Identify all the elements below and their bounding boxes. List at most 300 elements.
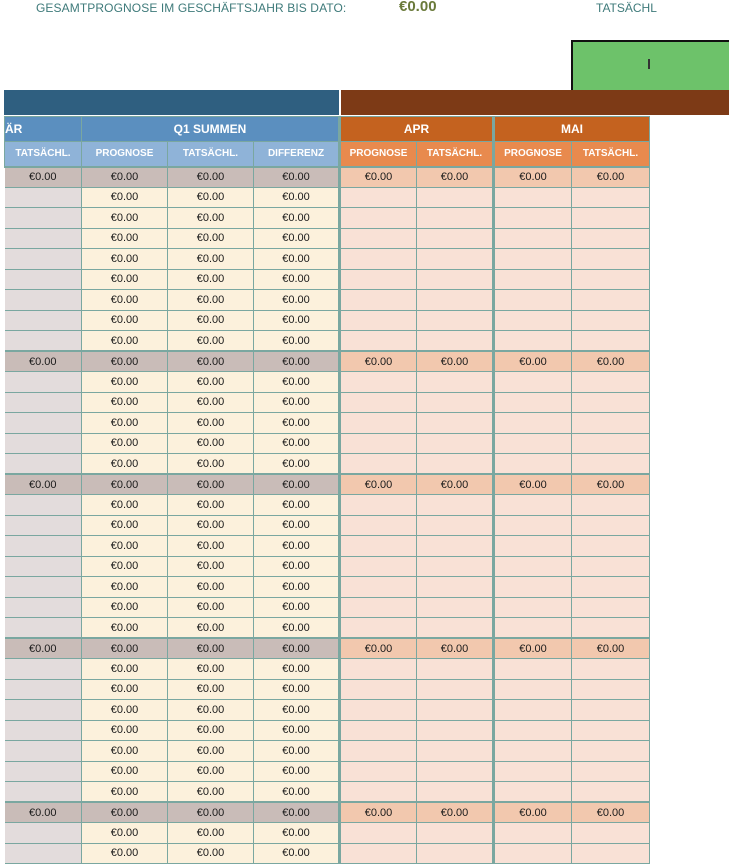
q1-diff-cell[interactable]: €0.00	[254, 536, 340, 557]
mai-forecast-cell[interactable]	[494, 679, 572, 700]
mai-forecast-cell[interactable]	[494, 577, 572, 598]
mai-forecast-cell[interactable]	[494, 597, 572, 618]
apr-forecast-cell[interactable]	[340, 597, 417, 618]
mai-actual-cell[interactable]	[572, 597, 650, 618]
apr-forecast-cell[interactable]	[340, 618, 417, 639]
q1-diff-cell[interactable]: €0.00	[254, 700, 340, 721]
detail-row	[5, 515, 650, 536]
apr-forecast-cell[interactable]	[340, 433, 417, 454]
q1-diff-cell[interactable]: €0.00	[254, 577, 340, 598]
prev-actual-cell[interactable]	[5, 433, 82, 454]
mai-forecast-cell[interactable]	[494, 433, 572, 454]
apr-forecast-cell[interactable]	[340, 413, 417, 434]
apr-forecast-cell[interactable]	[340, 249, 417, 270]
q1-diff-cell[interactable]: €0.00	[254, 269, 340, 290]
q1-diff-cell[interactable]: €0.00	[254, 474, 340, 495]
q1-forecast-cell[interactable]: €0.00	[82, 474, 168, 495]
prev-actual-cell[interactable]	[5, 741, 82, 762]
prev-actual-cell[interactable]	[5, 536, 82, 557]
apr-actual-cell[interactable]	[417, 269, 494, 290]
detail-row	[5, 249, 650, 270]
mai-forecast-cell[interactable]	[494, 228, 572, 249]
mai-forecast-cell[interactable]	[494, 618, 572, 639]
mai-actual-cell[interactable]	[572, 187, 650, 208]
q1-actual-cell[interactable]: €0.00	[168, 700, 254, 721]
q1-forecast-cell[interactable]: €0.00	[82, 761, 168, 782]
q1-forecast-cell[interactable]: €0.00	[82, 638, 168, 659]
apr-forecast-cell[interactable]	[340, 679, 417, 700]
apr-forecast-cell[interactable]: €0.00	[340, 802, 417, 823]
mai-forecast-cell[interactable]	[494, 556, 572, 577]
apr-forecast-cell[interactable]	[340, 577, 417, 598]
apr-forecast-cell[interactable]	[340, 290, 417, 311]
q1-forecast-cell[interactable]: €0.00	[82, 269, 168, 290]
apr-actual-cell[interactable]: €0.00	[417, 167, 494, 188]
col-apr-actual: TATSÄCHL.	[417, 142, 494, 167]
mai-forecast-cell[interactable]	[494, 741, 572, 762]
mai-actual-cell[interactable]	[572, 249, 650, 270]
prev-actual-cell[interactable]	[5, 577, 82, 598]
mai-actual-cell[interactable]	[572, 761, 650, 782]
apr-actual-cell[interactable]	[417, 228, 494, 249]
detail-row	[5, 310, 650, 331]
mai-actual-cell[interactable]	[572, 782, 650, 803]
q1-diff-cell[interactable]: €0.00	[254, 454, 340, 475]
apr-actual-cell[interactable]	[417, 208, 494, 229]
detail-row	[5, 618, 650, 639]
group-header-q1: Q1 SUMMEN	[82, 117, 340, 142]
detail-row	[5, 700, 650, 721]
mai-forecast-cell[interactable]: €0.00	[494, 638, 572, 659]
apr-actual-cell[interactable]	[417, 577, 494, 598]
q1-actual-cell[interactable]: €0.00	[168, 823, 254, 844]
q1-forecast-cell[interactable]: €0.00	[82, 597, 168, 618]
q1-diff-cell[interactable]: €0.00	[254, 618, 340, 639]
q1-forecast-cell[interactable]: €0.00	[82, 228, 168, 249]
q1-forecast-cell[interactable]: €0.00	[82, 720, 168, 741]
prev-actual-cell[interactable]	[5, 413, 82, 434]
apr-actual-cell[interactable]	[417, 597, 494, 618]
summary-row	[5, 351, 650, 372]
prev-actual-cell[interactable]	[5, 700, 82, 721]
apr-forecast-cell[interactable]	[340, 700, 417, 721]
detail-row	[5, 495, 650, 516]
q1-actual-cell[interactable]: €0.00	[168, 392, 254, 413]
forecast-value: €0.00	[399, 0, 437, 15]
q1-actual-cell[interactable]: €0.00	[168, 536, 254, 557]
prev-actual-cell[interactable]	[5, 269, 82, 290]
mai-actual-cell[interactable]	[572, 331, 650, 352]
mai-actual-cell[interactable]	[572, 843, 650, 864]
prev-actual-cell[interactable]	[5, 823, 82, 844]
q1-forecast-cell[interactable]: €0.00	[82, 310, 168, 331]
mai-actual-cell[interactable]	[572, 495, 650, 516]
q1-diff-cell[interactable]: €0.00	[254, 433, 340, 454]
q1-actual-cell[interactable]: €0.00	[168, 310, 254, 331]
q1-actual-cell[interactable]: €0.00	[168, 454, 254, 475]
apr-actual-cell[interactable]	[417, 556, 494, 577]
q1-actual-cell[interactable]: €0.00	[168, 515, 254, 536]
mai-actual-cell[interactable]	[572, 700, 650, 721]
apr-forecast-cell[interactable]: €0.00	[340, 351, 417, 372]
q1-diff-cell[interactable]: €0.00	[254, 208, 340, 229]
apr-forecast-cell[interactable]	[340, 269, 417, 290]
prev-actual-cell[interactable]	[5, 208, 82, 229]
detail-row	[5, 556, 650, 577]
apr-actual-cell[interactable]	[417, 720, 494, 741]
q1-diff-cell[interactable]: €0.00	[254, 187, 340, 208]
q1-actual-cell[interactable]: €0.00	[168, 331, 254, 352]
q1-forecast-cell[interactable]: €0.00	[82, 577, 168, 598]
apr-forecast-cell[interactable]: €0.00	[340, 474, 417, 495]
q1-diff-cell[interactable]: €0.00	[254, 331, 340, 352]
mai-actual-cell[interactable]	[572, 208, 650, 229]
prev-actual-cell[interactable]: €0.00	[5, 351, 82, 372]
mai-forecast-cell[interactable]	[494, 536, 572, 557]
mai-actual-cell[interactable]	[572, 618, 650, 639]
q1-diff-cell[interactable]: €0.00	[254, 679, 340, 700]
apr-actual-cell[interactable]: €0.00	[417, 351, 494, 372]
q1-actual-cell[interactable]: €0.00	[168, 556, 254, 577]
apr-actual-cell[interactable]	[417, 618, 494, 639]
q1-forecast-cell[interactable]: €0.00	[82, 495, 168, 516]
apr-forecast-cell[interactable]	[340, 761, 417, 782]
mai-forecast-cell[interactable]	[494, 761, 572, 782]
apr-actual-cell[interactable]	[417, 249, 494, 270]
apr-forecast-cell[interactable]	[340, 720, 417, 741]
prev-actual-cell[interactable]: €0.00	[5, 167, 82, 188]
prev-actual-cell[interactable]	[5, 249, 82, 270]
apr-actual-cell[interactable]	[417, 782, 494, 803]
mai-forecast-cell[interactable]	[494, 823, 572, 844]
status-indicator-box[interactable]	[571, 40, 729, 91]
apr-actual-cell[interactable]	[417, 290, 494, 311]
apr-actual-cell[interactable]: €0.00	[417, 802, 494, 823]
apr-actual-cell[interactable]	[417, 741, 494, 762]
mai-actual-cell[interactable]	[572, 433, 650, 454]
detail-row	[5, 659, 650, 680]
budget-table	[4, 116, 650, 864]
q1-diff-cell[interactable]: €0.00	[254, 741, 340, 762]
mai-actual-cell[interactable]	[572, 577, 650, 598]
apr-forecast-cell[interactable]	[340, 310, 417, 331]
q1-actual-cell[interactable]: €0.00	[168, 351, 254, 372]
q1-forecast-cell[interactable]: €0.00	[82, 556, 168, 577]
mai-actual-cell[interactable]	[572, 454, 650, 475]
mai-actual-cell[interactable]	[572, 392, 650, 413]
q1-actual-cell[interactable]: €0.00	[168, 187, 254, 208]
col-mai-actual: TATSÄCHL.	[572, 142, 650, 167]
q1-forecast-cell[interactable]: €0.00	[82, 802, 168, 823]
apr-forecast-cell[interactable]	[340, 208, 417, 229]
q1-actual-cell[interactable]: €0.00	[168, 597, 254, 618]
q1-actual-cell[interactable]: €0.00	[168, 638, 254, 659]
mai-actual-cell[interactable]: €0.00	[572, 802, 650, 823]
q1-actual-cell[interactable]: €0.00	[168, 167, 254, 188]
mai-actual-cell[interactable]	[572, 536, 650, 557]
apr-forecast-cell[interactable]	[340, 823, 417, 844]
q1-forecast-cell[interactable]: €0.00	[82, 413, 168, 434]
apr-forecast-cell[interactable]: €0.00	[340, 638, 417, 659]
prev-actual-cell[interactable]	[5, 782, 82, 803]
q1-forecast-cell[interactable]: €0.00	[82, 351, 168, 372]
q1-diff-cell[interactable]: €0.00	[254, 228, 340, 249]
apr-forecast-cell[interactable]	[340, 331, 417, 352]
q1-actual-cell[interactable]: €0.00	[168, 761, 254, 782]
q1-actual-cell[interactable]: €0.00	[168, 659, 254, 680]
mai-forecast-cell[interactable]	[494, 392, 572, 413]
apr-actual-cell[interactable]	[417, 495, 494, 516]
prev-actual-cell[interactable]	[5, 331, 82, 352]
prev-actual-cell[interactable]	[5, 679, 82, 700]
grid-body	[5, 167, 650, 864]
mai-actual-cell[interactable]	[572, 515, 650, 536]
detail-row	[5, 454, 650, 475]
q1-diff-cell[interactable]: €0.00	[254, 372, 340, 393]
q1-diff-cell[interactable]: €0.00	[254, 290, 340, 311]
q1-diff-cell[interactable]: €0.00	[254, 351, 340, 372]
mai-actual-cell[interactable]	[572, 659, 650, 680]
apr-forecast-cell[interactable]	[340, 392, 417, 413]
mai-actual-cell[interactable]	[572, 269, 650, 290]
apr-actual-cell[interactable]	[417, 331, 494, 352]
prev-actual-cell[interactable]	[5, 392, 82, 413]
prev-actual-cell[interactable]	[5, 659, 82, 680]
mai-actual-cell[interactable]: €0.00	[572, 167, 650, 188]
mai-forecast-cell[interactable]	[494, 310, 572, 331]
q1-actual-cell[interactable]: €0.00	[168, 208, 254, 229]
q1-actual-cell[interactable]: €0.00	[168, 782, 254, 803]
apr-actual-cell[interactable]	[417, 515, 494, 536]
q1-actual-cell[interactable]: €0.00	[168, 474, 254, 495]
q1-forecast-cell[interactable]: €0.00	[82, 249, 168, 270]
q1-actual-cell[interactable]: €0.00	[168, 720, 254, 741]
q1-actual-cell[interactable]: €0.00	[168, 269, 254, 290]
apr-actual-cell[interactable]	[417, 433, 494, 454]
q1-diff-cell[interactable]: €0.00	[254, 823, 340, 844]
apr-forecast-cell[interactable]	[340, 782, 417, 803]
q1-forecast-cell[interactable]: €0.00	[82, 187, 168, 208]
mai-actual-cell[interactable]	[572, 823, 650, 844]
summary-row	[5, 638, 650, 659]
mai-actual-cell[interactable]	[572, 228, 650, 249]
group-header-apr: APR	[340, 117, 494, 142]
q1-forecast-cell[interactable]: €0.00	[82, 741, 168, 762]
q1-actual-cell[interactable]: €0.00	[168, 802, 254, 823]
apr-actual-cell[interactable]	[417, 536, 494, 557]
mai-forecast-cell[interactable]	[494, 372, 572, 393]
q1-forecast-cell[interactable]: €0.00	[82, 392, 168, 413]
apr-actual-cell[interactable]	[417, 679, 494, 700]
mai-actual-cell[interactable]	[572, 679, 650, 700]
prev-actual-cell[interactable]: €0.00	[5, 802, 82, 823]
apr-actual-cell[interactable]	[417, 454, 494, 475]
q1-forecast-cell[interactable]: €0.00	[82, 167, 168, 188]
apr-actual-cell[interactable]	[417, 372, 494, 393]
q1-forecast-cell[interactable]: €0.00	[82, 618, 168, 639]
q1-forecast-cell[interactable]: €0.00	[82, 290, 168, 311]
q1-diff-cell[interactable]: €0.00	[254, 761, 340, 782]
mai-forecast-cell[interactable]: €0.00	[494, 167, 572, 188]
apr-forecast-cell[interactable]	[340, 454, 417, 475]
mai-forecast-cell[interactable]: €0.00	[494, 351, 572, 372]
q1-forecast-cell[interactable]: €0.00	[82, 515, 168, 536]
prev-actual-cell[interactable]	[5, 187, 82, 208]
mai-forecast-cell[interactable]	[494, 659, 572, 680]
actual-label: TATSÄCHL	[596, 1, 657, 15]
mai-forecast-cell[interactable]	[494, 495, 572, 516]
q1-diff-cell[interactable]: €0.00	[254, 515, 340, 536]
q1-forecast-cell[interactable]: €0.00	[82, 679, 168, 700]
q1-forecast-cell[interactable]: €0.00	[82, 433, 168, 454]
detail-row	[5, 782, 650, 803]
mai-actual-cell[interactable]	[572, 741, 650, 762]
q1-actual-cell[interactable]: €0.00	[168, 433, 254, 454]
prev-actual-cell[interactable]	[5, 372, 82, 393]
prev-actual-cell[interactable]	[5, 843, 82, 864]
q1-diff-cell[interactable]: €0.00	[254, 802, 340, 823]
q1-actual-cell[interactable]: €0.00	[168, 495, 254, 516]
q1-actual-cell[interactable]: €0.00	[168, 249, 254, 270]
q1-diff-cell[interactable]: €0.00	[254, 556, 340, 577]
apr-actual-cell[interactable]	[417, 843, 494, 864]
apr-actual-cell[interactable]	[417, 310, 494, 331]
detail-row	[5, 331, 650, 352]
mai-forecast-cell[interactable]	[494, 843, 572, 864]
q1-forecast-cell[interactable]: €0.00	[82, 536, 168, 557]
mai-actual-cell[interactable]	[572, 556, 650, 577]
apr-forecast-cell[interactable]	[340, 843, 417, 864]
q1-forecast-cell[interactable]: €0.00	[82, 331, 168, 352]
mai-forecast-cell[interactable]	[494, 269, 572, 290]
mai-forecast-cell[interactable]	[494, 720, 572, 741]
cell-marker-icon	[648, 59, 650, 69]
q1-diff-cell[interactable]: €0.00	[254, 413, 340, 434]
q1-diff-cell[interactable]: €0.00	[254, 249, 340, 270]
q1-forecast-cell[interactable]: €0.00	[82, 208, 168, 229]
q1-actual-cell[interactable]: €0.00	[168, 290, 254, 311]
prev-actual-cell[interactable]	[5, 556, 82, 577]
q1-diff-cell[interactable]: €0.00	[254, 495, 340, 516]
q1-forecast-cell[interactable]: €0.00	[82, 454, 168, 475]
col-apr-forecast: PROGNOSE	[340, 142, 417, 167]
q1-diff-cell[interactable]: €0.00	[254, 638, 340, 659]
mai-forecast-cell[interactable]	[494, 700, 572, 721]
q1-forecast-cell[interactable]: €0.00	[82, 700, 168, 721]
apr-actual-cell[interactable]	[417, 392, 494, 413]
q1-diff-cell[interactable]: €0.00	[254, 782, 340, 803]
mai-forecast-cell[interactable]	[494, 249, 572, 270]
q1-diff-cell[interactable]: €0.00	[254, 167, 340, 188]
mai-forecast-cell[interactable]	[494, 208, 572, 229]
prev-actual-cell[interactable]	[5, 720, 82, 741]
prev-actual-cell[interactable]: €0.00	[5, 474, 82, 495]
mai-actual-cell[interactable]	[572, 720, 650, 741]
prev-actual-cell[interactable]	[5, 597, 82, 618]
prev-actual-cell[interactable]	[5, 228, 82, 249]
apr-actual-cell[interactable]	[417, 761, 494, 782]
apr-forecast-cell[interactable]	[340, 536, 417, 557]
apr-actual-cell[interactable]	[417, 700, 494, 721]
q1-actual-cell[interactable]: €0.00	[168, 618, 254, 639]
apr-actual-cell[interactable]	[417, 659, 494, 680]
mai-forecast-cell[interactable]	[494, 782, 572, 803]
mai-actual-cell[interactable]: €0.00	[572, 351, 650, 372]
mai-forecast-cell[interactable]	[494, 454, 572, 475]
mai-forecast-cell[interactable]	[494, 331, 572, 352]
q1-actual-cell[interactable]: €0.00	[168, 741, 254, 762]
prev-actual-cell[interactable]	[5, 515, 82, 536]
q1-diff-cell[interactable]: €0.00	[254, 310, 340, 331]
prev-actual-cell[interactable]: €0.00	[5, 638, 82, 659]
detail-row	[5, 536, 650, 557]
mai-forecast-cell[interactable]	[494, 413, 572, 434]
apr-actual-cell[interactable]	[417, 413, 494, 434]
apr-forecast-cell[interactable]	[340, 515, 417, 536]
q1-actual-cell[interactable]: €0.00	[168, 372, 254, 393]
q1-actual-cell[interactable]: €0.00	[168, 577, 254, 598]
mai-actual-cell[interactable]	[572, 290, 650, 311]
mai-forecast-cell[interactable]	[494, 187, 572, 208]
apr-actual-cell[interactable]	[417, 187, 494, 208]
apr-forecast-cell[interactable]: €0.00	[340, 167, 417, 188]
apr-forecast-cell[interactable]	[340, 659, 417, 680]
apr-forecast-cell[interactable]	[340, 372, 417, 393]
apr-forecast-cell[interactable]	[340, 228, 417, 249]
apr-forecast-cell[interactable]	[340, 741, 417, 762]
q1-diff-cell[interactable]: €0.00	[254, 843, 340, 864]
q1-actual-cell[interactable]: €0.00	[168, 843, 254, 864]
mai-forecast-cell[interactable]: €0.00	[494, 474, 572, 495]
apr-actual-cell[interactable]: €0.00	[417, 474, 494, 495]
q1-diff-cell[interactable]: €0.00	[254, 659, 340, 680]
q1-diff-cell[interactable]: €0.00	[254, 597, 340, 618]
mai-actual-cell[interactable]	[572, 310, 650, 331]
prev-actual-cell[interactable]	[5, 761, 82, 782]
col-prev-actual: TATSÄCHL.	[5, 142, 82, 167]
apr-actual-cell[interactable]	[417, 823, 494, 844]
apr-forecast-cell[interactable]	[340, 556, 417, 577]
apr-forecast-cell[interactable]	[340, 495, 417, 516]
prev-actual-cell[interactable]	[5, 618, 82, 639]
q1-actual-cell[interactable]: €0.00	[168, 413, 254, 434]
q1-forecast-cell[interactable]: €0.00	[82, 823, 168, 844]
prev-actual-cell[interactable]	[5, 495, 82, 516]
mai-forecast-cell[interactable]	[494, 515, 572, 536]
mai-actual-cell[interactable]: €0.00	[572, 638, 650, 659]
q1-forecast-cell[interactable]: €0.00	[82, 782, 168, 803]
q1-actual-cell[interactable]: €0.00	[168, 679, 254, 700]
q1-forecast-cell[interactable]: €0.00	[82, 843, 168, 864]
prev-actual-cell[interactable]	[5, 290, 82, 311]
q1-diff-cell[interactable]: €0.00	[254, 720, 340, 741]
q1-actual-cell[interactable]: €0.00	[168, 228, 254, 249]
prev-actual-cell[interactable]	[5, 454, 82, 475]
mai-actual-cell[interactable]	[572, 372, 650, 393]
prev-actual-cell[interactable]	[5, 310, 82, 331]
detail-row	[5, 843, 650, 864]
q1-forecast-cell[interactable]: €0.00	[82, 659, 168, 680]
mai-forecast-cell[interactable]	[494, 290, 572, 311]
apr-actual-cell[interactable]: €0.00	[417, 638, 494, 659]
q1-forecast-cell[interactable]: €0.00	[82, 372, 168, 393]
detail-row	[5, 208, 650, 229]
apr-forecast-cell[interactable]	[340, 187, 417, 208]
mai-actual-cell[interactable]: €0.00	[572, 474, 650, 495]
q1-diff-cell[interactable]: €0.00	[254, 392, 340, 413]
mai-actual-cell[interactable]	[572, 413, 650, 434]
mai-forecast-cell[interactable]: €0.00	[494, 802, 572, 823]
